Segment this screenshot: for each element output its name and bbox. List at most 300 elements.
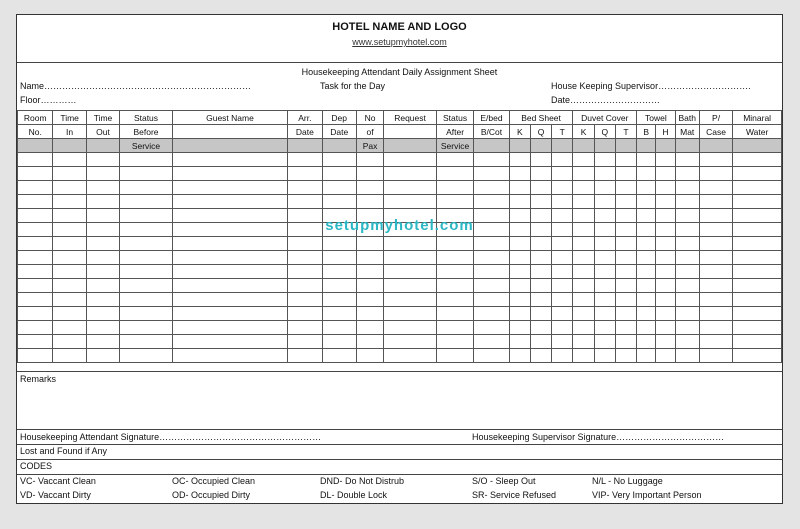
header-cell xyxy=(18,139,53,153)
table-cell[interactable] xyxy=(86,335,119,349)
table-cell[interactable] xyxy=(594,293,615,307)
table-cell[interactable] xyxy=(530,335,551,349)
table-cell[interactable] xyxy=(474,181,509,195)
table-cell[interactable] xyxy=(699,307,732,321)
table-cell[interactable] xyxy=(552,195,573,209)
table-cell[interactable] xyxy=(573,251,594,265)
table-cell[interactable] xyxy=(384,167,437,181)
table-cell[interactable] xyxy=(615,181,636,195)
table-cell[interactable] xyxy=(384,293,437,307)
table-cell[interactable] xyxy=(288,335,322,349)
table-cell[interactable] xyxy=(436,321,473,335)
table-cell[interactable] xyxy=(733,251,782,265)
table-cell[interactable] xyxy=(530,265,551,279)
header-cell: T xyxy=(552,125,573,139)
table-cell[interactable] xyxy=(733,321,782,335)
table-cell[interactable] xyxy=(594,279,615,293)
table-cell[interactable] xyxy=(699,181,732,195)
table-cell[interactable] xyxy=(53,265,86,279)
table-cell[interactable] xyxy=(474,237,509,251)
table-cell[interactable] xyxy=(356,279,383,293)
table-cell[interactable] xyxy=(356,335,383,349)
table-cell[interactable] xyxy=(120,335,173,349)
table-cell[interactable] xyxy=(615,293,636,307)
table-cell[interactable] xyxy=(53,181,86,195)
table-cell[interactable] xyxy=(733,293,782,307)
table-cell[interactable] xyxy=(86,349,119,363)
table-cell[interactable] xyxy=(656,195,675,209)
table-cell[interactable] xyxy=(384,265,437,279)
table-cell[interactable] xyxy=(699,153,732,167)
table-cell[interactable] xyxy=(594,335,615,349)
table-cell[interactable] xyxy=(594,181,615,195)
table-cell[interactable] xyxy=(18,181,53,195)
table-cell[interactable] xyxy=(552,153,573,167)
table-cell[interactable] xyxy=(733,181,782,195)
table-cell[interactable] xyxy=(615,237,636,251)
table-cell[interactable] xyxy=(656,251,675,265)
table-cell[interactable] xyxy=(573,195,594,209)
table-cell[interactable] xyxy=(699,167,732,181)
table-cell[interactable] xyxy=(474,321,509,335)
table-cell[interactable] xyxy=(120,321,173,335)
table-cell[interactable] xyxy=(86,293,119,307)
table-cell[interactable] xyxy=(356,153,383,167)
table-cell[interactable] xyxy=(288,265,322,279)
table-cell[interactable] xyxy=(86,167,119,181)
table-cell[interactable] xyxy=(509,335,530,349)
table-cell[interactable] xyxy=(552,321,573,335)
table-cell[interactable] xyxy=(53,279,86,293)
table-cell[interactable] xyxy=(699,335,732,349)
header-cell: Water xyxy=(733,125,782,139)
table-cell[interactable] xyxy=(573,307,594,321)
table-cell[interactable] xyxy=(573,321,594,335)
table-cell[interactable] xyxy=(509,251,530,265)
table-cell[interactable] xyxy=(18,279,53,293)
table-cell[interactable] xyxy=(530,153,551,167)
table-cell[interactable] xyxy=(594,167,615,181)
table-cell[interactable] xyxy=(120,237,173,251)
table-cell[interactable] xyxy=(615,307,636,321)
table-cell[interactable] xyxy=(474,349,509,363)
table-cell[interactable] xyxy=(322,195,356,209)
table-cell[interactable] xyxy=(733,195,782,209)
table-cell[interactable] xyxy=(656,335,675,349)
table-cell[interactable] xyxy=(509,321,530,335)
table-cell[interactable] xyxy=(474,195,509,209)
table-cell[interactable] xyxy=(530,167,551,181)
table-cell[interactable] xyxy=(172,307,287,321)
table-cell[interactable] xyxy=(594,237,615,251)
table-cell[interactable] xyxy=(573,279,594,293)
table-cell[interactable] xyxy=(637,181,656,195)
table-cell[interactable] xyxy=(530,279,551,293)
table-cell[interactable] xyxy=(615,349,636,363)
table-cell[interactable] xyxy=(356,349,383,363)
table-cell[interactable] xyxy=(436,251,473,265)
table-cell[interactable] xyxy=(530,237,551,251)
table-cell[interactable] xyxy=(436,335,473,349)
supervisor-signature: Housekeeping Supervisor Signature……………………………… xyxy=(472,432,725,442)
table-cell[interactable] xyxy=(288,321,322,335)
table-cell[interactable] xyxy=(573,167,594,181)
table-cell[interactable] xyxy=(172,237,287,251)
table-cell[interactable] xyxy=(436,349,473,363)
table-cell[interactable] xyxy=(288,293,322,307)
table-cell[interactable] xyxy=(573,153,594,167)
table-cell[interactable] xyxy=(18,307,53,321)
table-cell[interactable] xyxy=(637,321,656,335)
table-cell[interactable] xyxy=(86,251,119,265)
table-cell[interactable] xyxy=(656,293,675,307)
table-cell[interactable] xyxy=(552,181,573,195)
table-cell[interactable] xyxy=(384,237,437,251)
table-cell[interactable] xyxy=(675,279,699,293)
table-cell[interactable] xyxy=(86,195,119,209)
table-cell[interactable] xyxy=(384,153,437,167)
table-cell[interactable] xyxy=(552,307,573,321)
table-cell[interactable] xyxy=(384,279,437,293)
table-cell[interactable] xyxy=(53,195,86,209)
table-cell[interactable] xyxy=(120,195,173,209)
table-cell[interactable] xyxy=(86,307,119,321)
table-cell[interactable] xyxy=(356,237,383,251)
table-cell[interactable] xyxy=(322,307,356,321)
table-cell[interactable] xyxy=(656,307,675,321)
table-cell[interactable] xyxy=(384,181,437,195)
table-cell[interactable] xyxy=(356,265,383,279)
table-cell[interactable] xyxy=(594,153,615,167)
table-cell[interactable] xyxy=(322,237,356,251)
table-cell[interactable] xyxy=(733,237,782,251)
table-cell[interactable] xyxy=(322,335,356,349)
table-cell[interactable] xyxy=(18,251,53,265)
table-cell[interactable] xyxy=(86,321,119,335)
table-cell[interactable] xyxy=(573,237,594,251)
table-cell[interactable] xyxy=(733,265,782,279)
table-cell[interactable] xyxy=(675,181,699,195)
table-cell[interactable] xyxy=(288,153,322,167)
table-cell[interactable] xyxy=(436,181,473,195)
table-cell[interactable] xyxy=(509,279,530,293)
table-cell[interactable] xyxy=(552,167,573,181)
table-cell[interactable] xyxy=(656,265,675,279)
table-cell[interactable] xyxy=(573,293,594,307)
table-cell[interactable] xyxy=(615,279,636,293)
table-cell[interactable] xyxy=(86,181,119,195)
table-cell[interactable] xyxy=(172,181,287,195)
table-cell[interactable] xyxy=(637,265,656,279)
table-cell[interactable] xyxy=(474,153,509,167)
table-cell[interactable] xyxy=(53,335,86,349)
code-entry: DL- Double Lock xyxy=(320,490,388,500)
table-cell[interactable] xyxy=(120,279,173,293)
table-cell[interactable] xyxy=(474,251,509,265)
table-cell[interactable] xyxy=(322,349,356,363)
table-cell[interactable] xyxy=(18,321,53,335)
table-cell[interactable] xyxy=(356,293,383,307)
table-cell[interactable] xyxy=(322,167,356,181)
table-cell[interactable] xyxy=(615,251,636,265)
table-cell[interactable] xyxy=(172,279,287,293)
table-cell[interactable] xyxy=(384,307,437,321)
table-cell[interactable] xyxy=(18,335,53,349)
table-cell[interactable] xyxy=(288,251,322,265)
table-cell[interactable] xyxy=(656,181,675,195)
table-cell[interactable] xyxy=(86,153,119,167)
table-cell[interactable] xyxy=(530,251,551,265)
table-row xyxy=(18,251,782,265)
table-cell[interactable] xyxy=(675,335,699,349)
table-cell[interactable] xyxy=(356,181,383,195)
table-cell[interactable] xyxy=(573,349,594,363)
table-cell[interactable] xyxy=(637,237,656,251)
table-cell[interactable] xyxy=(656,349,675,363)
table-cell[interactable] xyxy=(172,167,287,181)
codes-label: CODES xyxy=(20,461,53,471)
table-cell[interactable] xyxy=(172,349,287,363)
table-cell[interactable] xyxy=(384,195,437,209)
table-cell[interactable] xyxy=(675,349,699,363)
table-cell[interactable] xyxy=(120,181,173,195)
table-cell[interactable] xyxy=(594,307,615,321)
table-cell[interactable] xyxy=(675,265,699,279)
table-cell[interactable] xyxy=(356,307,383,321)
table-cell[interactable] xyxy=(474,167,509,181)
table-cell[interactable] xyxy=(733,335,782,349)
table-cell[interactable] xyxy=(675,251,699,265)
table-cell[interactable] xyxy=(530,181,551,195)
table-cell[interactable] xyxy=(530,195,551,209)
table-cell[interactable] xyxy=(436,279,473,293)
table-cell[interactable] xyxy=(322,265,356,279)
table-cell[interactable] xyxy=(699,321,732,335)
table-cell[interactable] xyxy=(699,251,732,265)
table-cell[interactable] xyxy=(288,181,322,195)
table-cell[interactable] xyxy=(288,195,322,209)
table-cell[interactable] xyxy=(172,265,287,279)
table-cell[interactable] xyxy=(53,349,86,363)
table-cell[interactable] xyxy=(615,153,636,167)
table-cell[interactable] xyxy=(656,237,675,251)
header-cell: Duvet Cover xyxy=(573,111,637,125)
table-cell[interactable] xyxy=(552,265,573,279)
table-cell[interactable] xyxy=(594,349,615,363)
table-cell[interactable] xyxy=(474,335,509,349)
table-cell[interactable] xyxy=(637,167,656,181)
header-cell xyxy=(384,139,437,153)
table-cell[interactable] xyxy=(172,153,287,167)
table-cell[interactable] xyxy=(675,307,699,321)
table-cell[interactable] xyxy=(530,307,551,321)
table-cell[interactable] xyxy=(509,349,530,363)
table-cell[interactable] xyxy=(120,167,173,181)
table-cell[interactable] xyxy=(436,195,473,209)
table-cell[interactable] xyxy=(322,293,356,307)
table-cell[interactable] xyxy=(615,335,636,349)
table-cell[interactable] xyxy=(615,167,636,181)
table-cell[interactable] xyxy=(615,321,636,335)
table-cell[interactable] xyxy=(675,167,699,181)
table-cell[interactable] xyxy=(573,181,594,195)
table-cell[interactable] xyxy=(699,265,732,279)
table-cell[interactable] xyxy=(509,167,530,181)
table-cell[interactable] xyxy=(637,349,656,363)
table-cell[interactable] xyxy=(53,237,86,251)
table-cell[interactable] xyxy=(699,195,732,209)
table-cell[interactable] xyxy=(18,293,53,307)
header-cell: Date xyxy=(288,125,322,139)
table-cell[interactable] xyxy=(288,167,322,181)
table-cell[interactable] xyxy=(18,153,53,167)
table-cell[interactable] xyxy=(356,251,383,265)
table-cell[interactable] xyxy=(322,321,356,335)
table-cell[interactable] xyxy=(637,293,656,307)
table-cell[interactable] xyxy=(288,237,322,251)
table-cell[interactable] xyxy=(436,265,473,279)
table-cell[interactable] xyxy=(656,279,675,293)
table-cell[interactable] xyxy=(86,279,119,293)
table-cell[interactable] xyxy=(322,279,356,293)
table-cell[interactable] xyxy=(436,153,473,167)
table-cell[interactable] xyxy=(509,307,530,321)
table-cell[interactable] xyxy=(509,293,530,307)
table-cell[interactable] xyxy=(552,279,573,293)
code-entry: VC- Vaccant Clean xyxy=(20,476,96,486)
table-cell[interactable] xyxy=(474,279,509,293)
table-cell[interactable] xyxy=(172,321,287,335)
table-cell[interactable] xyxy=(86,265,119,279)
table-cell[interactable] xyxy=(120,251,173,265)
table-cell[interactable] xyxy=(172,335,287,349)
table-cell[interactable] xyxy=(656,167,675,181)
floor-field: Floor………… xyxy=(20,95,77,105)
table-cell[interactable] xyxy=(18,265,53,279)
table-cell[interactable] xyxy=(656,153,675,167)
table-cell[interactable] xyxy=(474,293,509,307)
table-cell[interactable] xyxy=(474,307,509,321)
table-cell[interactable] xyxy=(675,237,699,251)
table-cell[interactable] xyxy=(675,195,699,209)
table-cell[interactable] xyxy=(552,293,573,307)
table-cell[interactable] xyxy=(288,279,322,293)
table-cell[interactable] xyxy=(675,293,699,307)
table-cell[interactable] xyxy=(18,195,53,209)
table-cell[interactable] xyxy=(53,293,86,307)
table-cell[interactable] xyxy=(436,307,473,321)
table-cell[interactable] xyxy=(675,153,699,167)
table-cell[interactable] xyxy=(733,279,782,293)
table-cell[interactable] xyxy=(699,293,732,307)
table-cell[interactable] xyxy=(384,335,437,349)
table-cell[interactable] xyxy=(509,153,530,167)
table-cell[interactable] xyxy=(530,293,551,307)
table-cell[interactable] xyxy=(637,195,656,209)
table-cell[interactable] xyxy=(436,293,473,307)
table-cell[interactable] xyxy=(733,307,782,321)
table-cell[interactable] xyxy=(53,153,86,167)
table-cell[interactable] xyxy=(120,153,173,167)
table-cell[interactable] xyxy=(699,279,732,293)
table-cell[interactable] xyxy=(699,237,732,251)
table-cell[interactable] xyxy=(530,349,551,363)
table-cell[interactable] xyxy=(53,167,86,181)
table-cell[interactable] xyxy=(53,321,86,335)
table-cell[interactable] xyxy=(509,237,530,251)
table-cell[interactable] xyxy=(615,195,636,209)
table-cell[interactable] xyxy=(436,167,473,181)
table-cell[interactable] xyxy=(322,251,356,265)
table-cell[interactable] xyxy=(573,335,594,349)
table-cell[interactable] xyxy=(356,195,383,209)
table-cell[interactable] xyxy=(509,265,530,279)
table-cell[interactable] xyxy=(172,195,287,209)
table-cell[interactable] xyxy=(573,265,594,279)
table-cell[interactable] xyxy=(322,153,356,167)
table-cell[interactable] xyxy=(594,265,615,279)
table-cell[interactable] xyxy=(53,251,86,265)
table-cell[interactable] xyxy=(594,251,615,265)
table-cell[interactable] xyxy=(594,321,615,335)
table-cell[interactable] xyxy=(86,237,119,251)
table-cell[interactable] xyxy=(18,349,53,363)
table-cell[interactable] xyxy=(552,349,573,363)
table-cell[interactable] xyxy=(356,321,383,335)
header-cell: Arr. xyxy=(288,111,322,125)
table-cell[interactable] xyxy=(474,265,509,279)
table-cell[interactable] xyxy=(733,349,782,363)
table-cell[interactable] xyxy=(384,349,437,363)
table-cell[interactable] xyxy=(637,153,656,167)
table-cell[interactable] xyxy=(356,167,383,181)
table-cell[interactable] xyxy=(384,321,437,335)
table-cell[interactable] xyxy=(18,167,53,181)
hotel-url[interactable]: www.setupmyhotel.com xyxy=(352,37,447,47)
table-cell[interactable] xyxy=(172,293,287,307)
table-cell[interactable] xyxy=(594,195,615,209)
table-cell[interactable] xyxy=(322,181,356,195)
table-cell[interactable] xyxy=(120,349,173,363)
table-cell[interactable] xyxy=(509,195,530,209)
table-cell[interactable] xyxy=(509,181,530,195)
table-cell[interactable] xyxy=(384,251,437,265)
table-cell[interactable] xyxy=(552,251,573,265)
table-cell[interactable] xyxy=(552,335,573,349)
table-cell[interactable] xyxy=(18,237,53,251)
table-cell[interactable] xyxy=(675,321,699,335)
table-cell[interactable] xyxy=(53,307,86,321)
table-cell[interactable] xyxy=(637,251,656,265)
table-cell[interactable] xyxy=(288,307,322,321)
table-cell[interactable] xyxy=(637,279,656,293)
table-cell[interactable] xyxy=(120,293,173,307)
table-cell[interactable] xyxy=(120,265,173,279)
table-cell[interactable] xyxy=(733,153,782,167)
table-cell[interactable] xyxy=(120,307,173,321)
table-cell[interactable] xyxy=(637,307,656,321)
table-cell[interactable] xyxy=(615,265,636,279)
table-cell[interactable] xyxy=(288,349,322,363)
table-cell[interactable] xyxy=(656,321,675,335)
table-cell[interactable] xyxy=(733,167,782,181)
table-cell[interactable] xyxy=(436,237,473,251)
table-cell[interactable] xyxy=(552,237,573,251)
table-cell[interactable] xyxy=(699,349,732,363)
table-cell[interactable] xyxy=(637,335,656,349)
table-cell[interactable] xyxy=(530,321,551,335)
table-cell[interactable] xyxy=(172,251,287,265)
